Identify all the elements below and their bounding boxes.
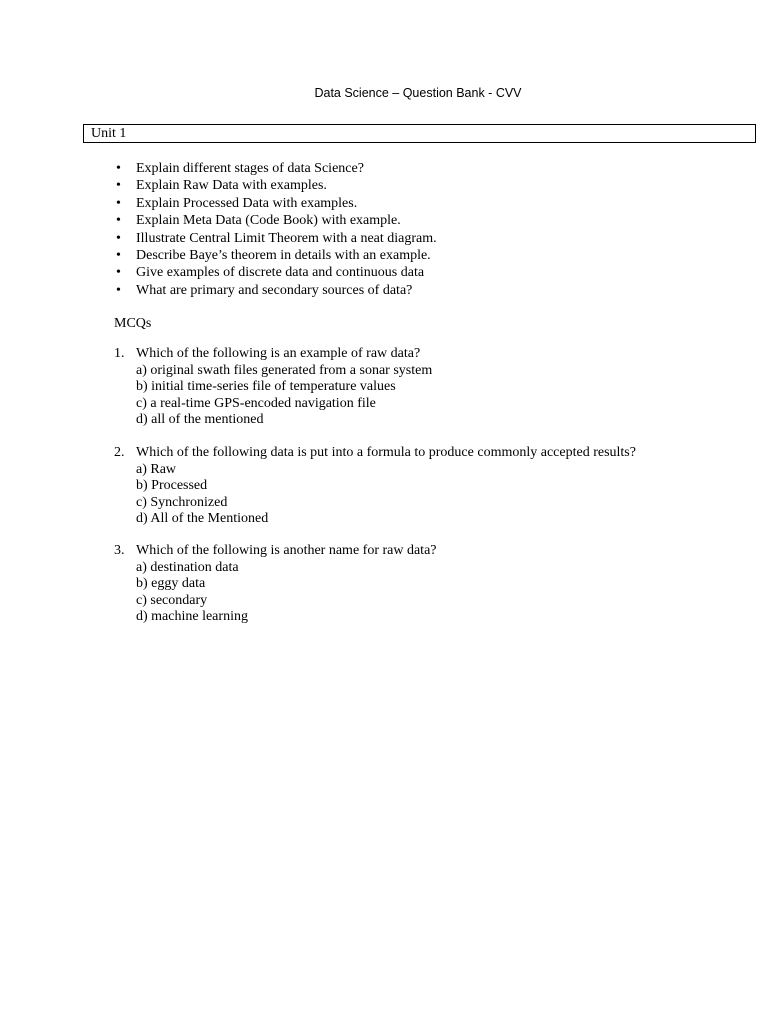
mcq-number: 2.	[114, 445, 125, 460]
unit-heading-box	[83, 124, 756, 143]
list-item	[114, 230, 437, 247]
list-item	[114, 177, 437, 194]
mcq-option: d) all of the mentioned	[136, 412, 264, 427]
question-text: Explain different stages of data Science?	[136, 161, 364, 176]
bullet-icon: •	[116, 161, 121, 176]
bullet-icon: •	[116, 213, 121, 229]
document-title: Data Science – Question Bank - CVV	[314, 86, 522, 100]
question-text: What are primary and secondary sources of data?	[136, 282, 413, 298]
mcq-item	[114, 543, 437, 626]
question-text: Explain Meta Data (Code Book) with example.	[136, 213, 401, 229]
list-item	[114, 247, 437, 264]
mcq-question: Which of the following is another name for raw data?	[136, 543, 437, 558]
bullet-icon: •	[116, 195, 121, 211]
bullet-icon: •	[116, 248, 121, 264]
mcq-option: d) All of the Mentioned	[136, 511, 269, 526]
mcq-heading: MCQs	[114, 316, 152, 331]
mcq-option: b) Processed	[136, 478, 208, 493]
question-text: Give examples of discrete data and continuous data	[136, 265, 425, 281]
bullet-icon: •	[116, 282, 121, 298]
mcq-number: 3.	[114, 543, 125, 558]
list-item	[114, 195, 437, 212]
mcq-option: a) original swath files generated from a sonar system	[136, 362, 433, 378]
bullet-icon: •	[116, 230, 121, 246]
mcq-option: c) Synchronized	[136, 494, 228, 510]
mcq-option: c) a real-time GPS-encoded navigation file	[136, 395, 376, 411]
mcq-question: Which of the following is an example of raw data?	[136, 346, 421, 361]
unit-label: Unit 1	[91, 126, 127, 141]
bullet-icon: •	[116, 265, 121, 281]
mcq-option: a) Raw	[136, 461, 177, 477]
mcq-item	[114, 445, 636, 528]
list-item	[114, 160, 437, 177]
list-item	[114, 264, 437, 281]
question-text: Describe Baye’s theorem in details with an example.	[136, 248, 431, 264]
mcq-option: b) eggy data	[136, 576, 206, 591]
mcq-option: a) destination data	[136, 559, 239, 575]
list-item	[114, 212, 437, 229]
mcq-option: b) initial time-series file of temperature values	[136, 379, 396, 394]
list-item	[114, 282, 437, 299]
mcq-number: 1.	[114, 346, 125, 361]
mcq-item	[114, 346, 432, 429]
mcq-option: d) machine learning	[136, 609, 248, 624]
bullet-icon: •	[116, 178, 121, 194]
mcq-question: Which of the following data is put into a formula to produce commonly accepted results?	[136, 445, 636, 460]
question-text: Explain Processed Data with examples.	[136, 195, 358, 211]
question-list	[114, 160, 437, 299]
question-text: Illustrate Central Limit Theorem with a neat diagram.	[136, 230, 437, 246]
mcq-option: c) secondary	[136, 592, 208, 608]
question-text: Explain Raw Data with examples.	[136, 178, 327, 194]
